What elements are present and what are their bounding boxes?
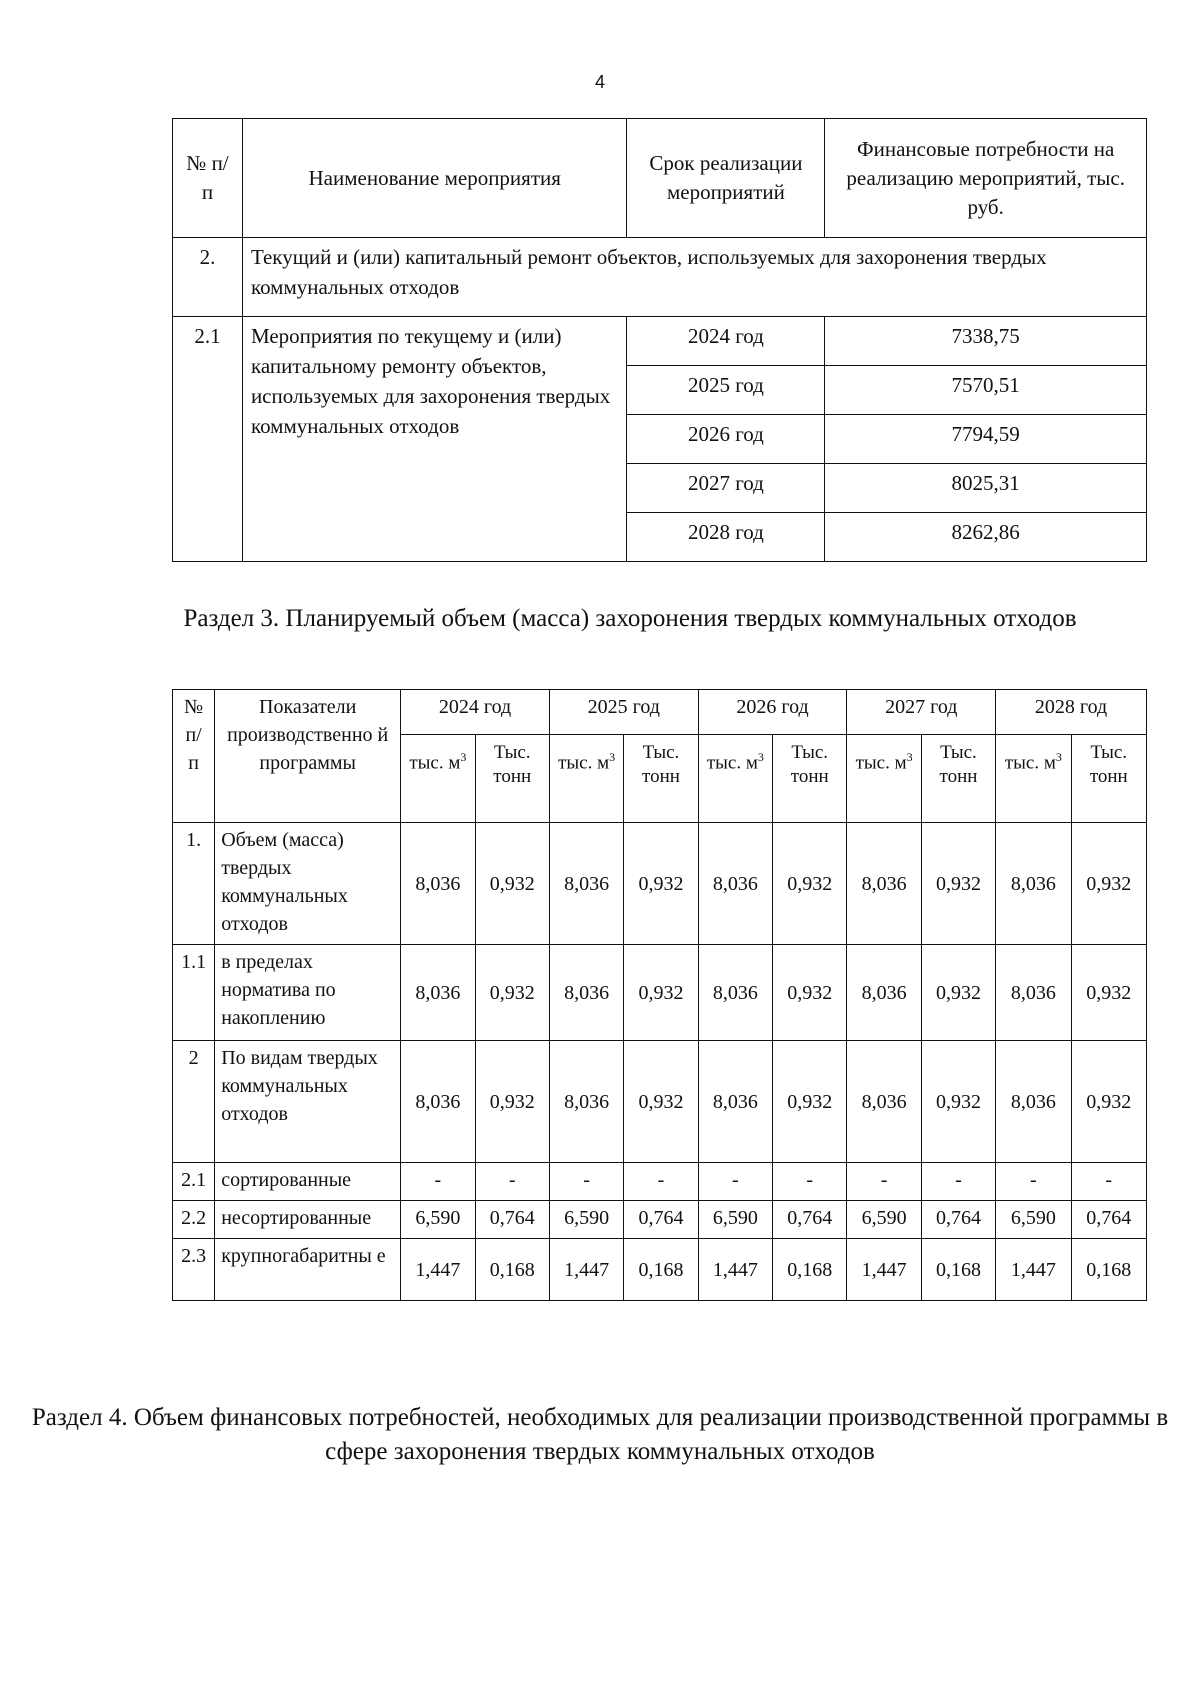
item-num: 2.1 (173, 317, 243, 562)
table-row (173, 1163, 1147, 1201)
value-cell: 1,447 (996, 1239, 1071, 1301)
year-cell: 2025 год (627, 366, 825, 415)
value-cell: 7794,59 (825, 415, 1147, 464)
value-cell: 0,764 (921, 1201, 995, 1239)
value-cell: 0,932 (773, 823, 847, 945)
value-cell: 0,932 (773, 1041, 847, 1163)
value-cell: - (996, 1163, 1071, 1201)
value-cell: - (698, 1163, 772, 1201)
row-label: в пределах норматива по накоплению (215, 945, 401, 1041)
value-cell: 0,168 (475, 1239, 549, 1301)
value-cell: 8,036 (996, 945, 1071, 1041)
value-cell: - (624, 1163, 698, 1201)
value-cell: 8,036 (847, 1041, 921, 1163)
unit-m3: тыс. $м^3$ (847, 735, 921, 823)
unit-m3: тыс. $м^3$ (698, 735, 772, 823)
value-cell: 8,036 (549, 945, 623, 1041)
header-num: № п/ п (173, 690, 215, 823)
value-cell: 0,932 (1071, 1041, 1146, 1163)
value-cell: 0,764 (624, 1201, 698, 1239)
table-row (173, 945, 1147, 1041)
header-term: Срок реализации мероприятий (627, 119, 825, 238)
row-label: несортированные (215, 1201, 401, 1239)
value-cell: 0,168 (773, 1239, 847, 1301)
unit-tonnes: Тыс. тонн (624, 735, 698, 823)
value-cell: 6,590 (698, 1201, 772, 1239)
value-cell: 0,932 (1071, 945, 1146, 1041)
item-name: Мероприятия по текущему и (или) капитальному ремонту объектов, используемых для захоронения твердых коммунальных отходов (242, 317, 627, 562)
value-cell: 0,932 (475, 1041, 549, 1163)
table-row (173, 1041, 1147, 1163)
value-cell: 8,036 (401, 823, 475, 945)
row-num: 2.1 (173, 1163, 215, 1201)
unit-m3: тыс. $м^3$ (996, 735, 1071, 823)
section-num: 2. (173, 238, 243, 317)
row-num: 2.3 (173, 1239, 215, 1301)
value-cell: 8,036 (996, 1041, 1071, 1163)
value-cell: 0,932 (624, 823, 698, 945)
value-cell: 8,036 (549, 823, 623, 945)
unit-tonnes: Тыс. тонн (1071, 735, 1146, 823)
year-header: 2024 год (401, 690, 550, 735)
header-name: Наименование мероприятия (242, 119, 627, 238)
value-cell: 8262,86 (825, 513, 1147, 562)
row-label: По видам твердых коммунальных отходов (215, 1041, 401, 1163)
value-cell: 8,036 (996, 823, 1071, 945)
value-cell: 0,932 (921, 823, 995, 945)
value-cell: 8,036 (549, 1041, 623, 1163)
value-cell: - (549, 1163, 623, 1201)
value-cell: 7338,75 (825, 317, 1147, 366)
row-label: крупногабаритны е (215, 1239, 401, 1301)
value-cell: 0,932 (773, 945, 847, 1041)
row-num: 2.2 (173, 1201, 215, 1239)
value-cell: - (401, 1163, 475, 1201)
value-cell: - (1071, 1163, 1146, 1201)
section4-title: Раздел 4. Объем финансовых потребностей, необходимых для реализации производственной программы в сфере захоронения твердых коммунальных отходов (31, 1404, 1169, 1465)
year-header: 2027 год (847, 690, 996, 735)
unit-tonnes: Тыс. тонн (773, 735, 847, 823)
value-cell: 0,168 (1071, 1239, 1146, 1301)
value-cell: 0,932 (475, 823, 549, 945)
unit-tonnes: Тыс. тонн (475, 735, 549, 823)
value-cell: 8,036 (698, 945, 772, 1041)
table-row (173, 823, 1147, 945)
year-cell: 2027 год (627, 464, 825, 513)
value-cell: 8,036 (698, 1041, 772, 1163)
value-cell: - (847, 1163, 921, 1201)
year-header: 2028 год (996, 690, 1147, 735)
value-cell: 0,764 (773, 1201, 847, 1239)
value-cell: 8,036 (698, 823, 772, 945)
row-num: 1.1 (173, 945, 215, 1041)
header-num: № п/п (173, 119, 243, 238)
table-row (173, 317, 1147, 366)
value-cell: 8025,31 (825, 464, 1147, 513)
section-text: Текущий и (или) капитальный ремонт объектов, используемых для захоронения твердых коммунальных отходов (242, 238, 1146, 317)
value-cell: 6,590 (847, 1201, 921, 1239)
year-header: 2025 год (549, 690, 698, 735)
value-cell: 7570,51 (825, 366, 1147, 415)
value-cell: 0,764 (475, 1201, 549, 1239)
value-cell: 0,168 (921, 1239, 995, 1301)
value-cell: 0,932 (475, 945, 549, 1041)
finance-table (172, 118, 1147, 562)
row-label: Объем (масса) твердых коммунальных отходов (215, 823, 401, 945)
value-cell: 0,932 (624, 945, 698, 1041)
value-cell: 8,036 (401, 1041, 475, 1163)
unit-tonnes: Тыс. тонн (921, 735, 995, 823)
page-number: 4 (594, 72, 605, 92)
value-cell: 8,036 (847, 823, 921, 945)
unit-m3: тыс. $м^3$ (549, 735, 623, 823)
volume-table (172, 689, 1147, 1301)
value-cell: 1,447 (401, 1239, 475, 1301)
row-label: сортированные (215, 1163, 401, 1201)
value-cell: 1,447 (698, 1239, 772, 1301)
row-num: 1. (173, 823, 215, 945)
year-cell: 2024 год (627, 317, 825, 366)
value-cell: 8,036 (847, 945, 921, 1041)
year-cell: 2028 год (627, 513, 825, 562)
section-row (173, 238, 1147, 317)
value-cell: - (773, 1163, 847, 1201)
value-cell: 6,590 (549, 1201, 623, 1239)
value-cell: - (921, 1163, 995, 1201)
section3-title: Раздел 3. Планируемый объем (масса) захоронения твердых коммунальных отходов (183, 605, 1077, 632)
header-indicator: Показатели производственно й программы (215, 690, 401, 823)
finance-table-header (173, 119, 1147, 238)
value-cell: 0,764 (1071, 1201, 1146, 1239)
table-row (173, 1201, 1147, 1239)
year-header: 2026 год (698, 690, 847, 735)
value-cell: 0,932 (921, 945, 995, 1041)
value-cell: 0,932 (1071, 823, 1146, 945)
value-cell: 6,590 (401, 1201, 475, 1239)
value-cell: 0,932 (624, 1041, 698, 1163)
value-cell: 0,168 (624, 1239, 698, 1301)
value-cell: 6,590 (996, 1201, 1071, 1239)
unit-m3: тыс. $м^3$ (401, 735, 475, 823)
value-cell: - (475, 1163, 549, 1201)
header-finance: Финансовые потребности на реализацию мероприятий, тыс. руб. (825, 119, 1147, 238)
row-num: 2 (173, 1041, 215, 1163)
value-cell: 1,447 (549, 1239, 623, 1301)
year-cell: 2026 год (627, 415, 825, 464)
table-row (173, 1239, 1147, 1301)
value-cell: 1,447 (847, 1239, 921, 1301)
value-cell: 0,932 (921, 1041, 995, 1163)
value-cell: 8,036 (401, 945, 475, 1041)
volume-header-years (173, 690, 1147, 735)
